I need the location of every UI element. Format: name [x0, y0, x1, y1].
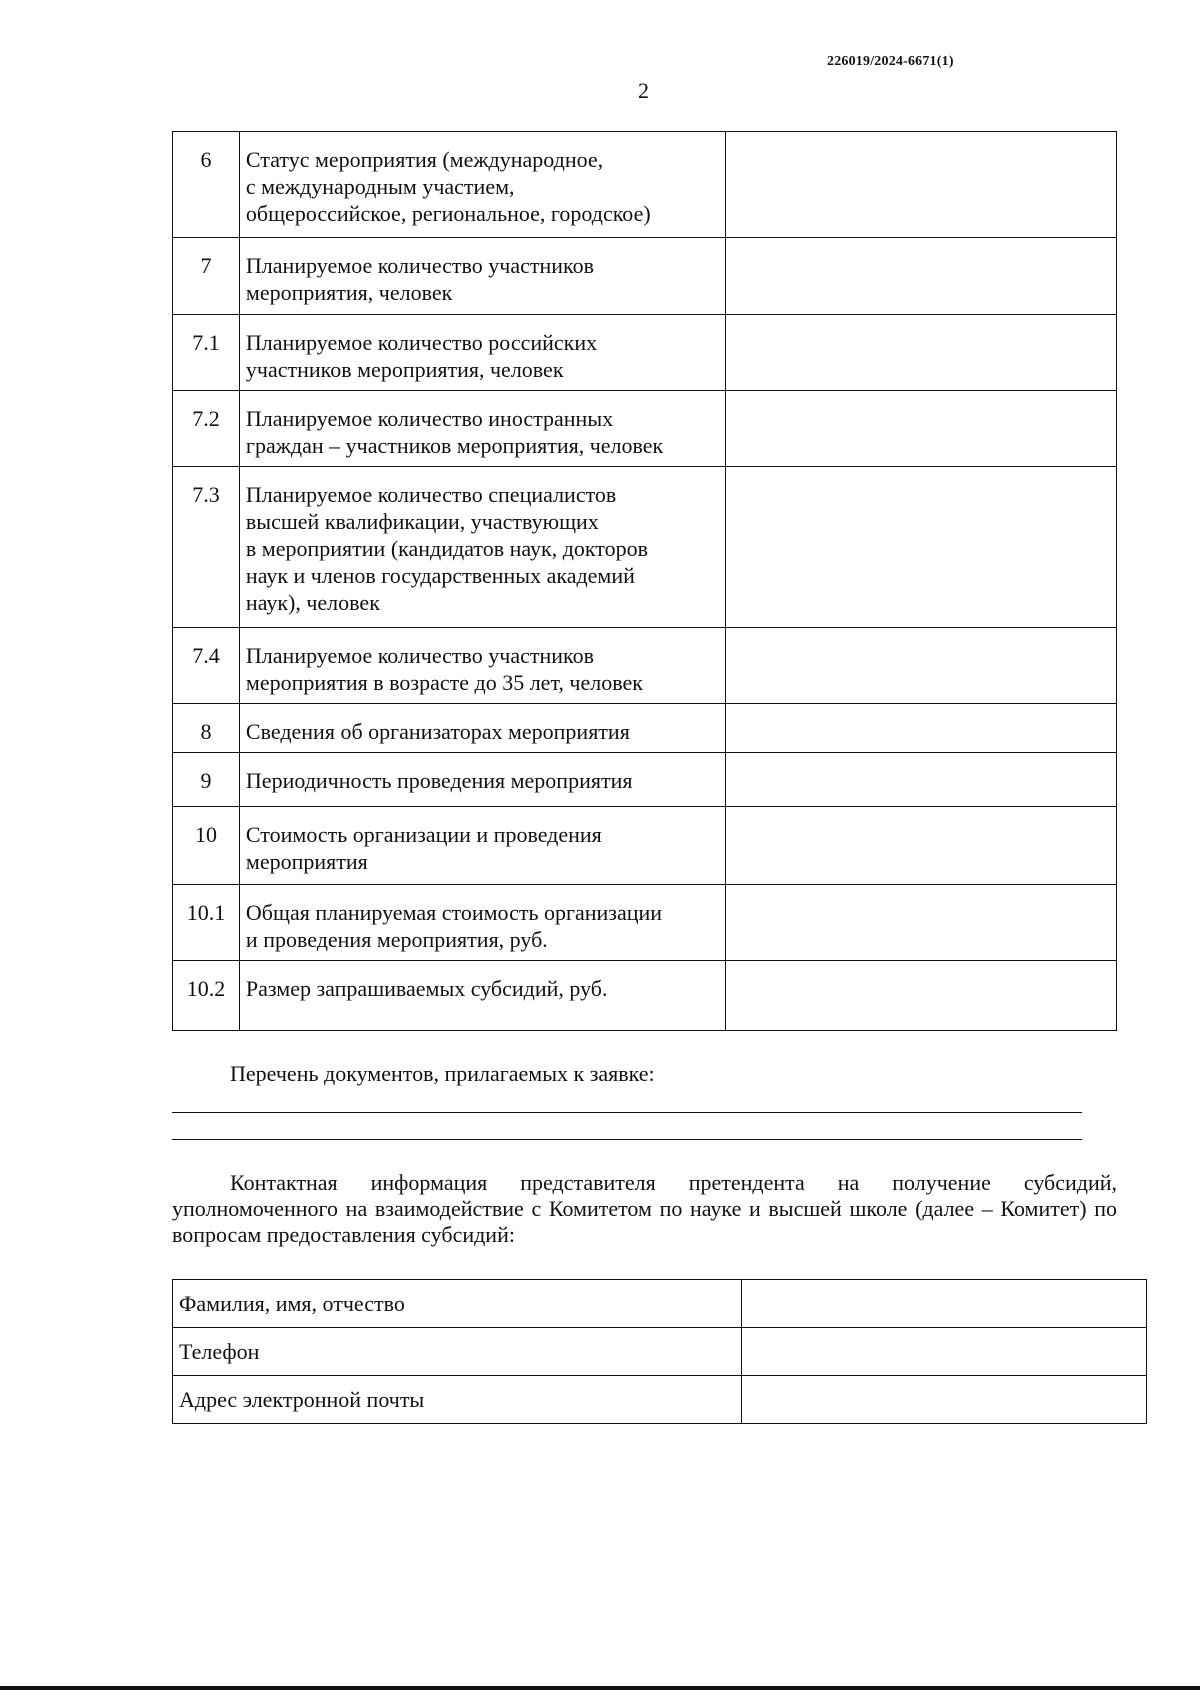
row-number: 10.1 [173, 885, 240, 961]
desc-text: Планируемое количество специалистов высшей квалификации, участвующих в мероприятии (кандидатов наук, докторов наук и членов государственных академий наук), человек [245, 482, 649, 615]
table-row [173, 132, 1117, 238]
row-description [239, 753, 725, 807]
documents-list-line-1[interactable] [172, 1112, 1082, 1113]
row-value-field[interactable] [725, 885, 1116, 961]
table-row [173, 1328, 1147, 1376]
application-info-table [172, 131, 1117, 1031]
contact-value-phone[interactable] [742, 1328, 1147, 1376]
row-number: 7.4 [173, 628, 240, 704]
row-description [239, 132, 725, 238]
row-value-field[interactable] [725, 132, 1116, 238]
desc-text: Планируемое количество иностранных граждан – участников мероприятия, человек [245, 406, 664, 458]
row-description [239, 315, 725, 391]
row-value-field[interactable] [725, 753, 1116, 807]
row-value-field[interactable] [725, 961, 1116, 1031]
row-description [239, 628, 725, 704]
row-number: 7.2 [173, 391, 240, 467]
contact-label-phone: Телефон [173, 1328, 742, 1376]
row-value-field[interactable] [725, 628, 1116, 704]
row-number: 8 [173, 704, 240, 753]
table-row [173, 753, 1117, 807]
document-registration-number: 226019/2024-6671(1) [827, 54, 954, 69]
contact-value-full-name[interactable] [742, 1280, 1147, 1328]
row-description [239, 885, 725, 961]
row-value-field[interactable] [725, 238, 1116, 315]
desc-text: Планируемое количество участников мероприятия в возрасте до 35 лет, человек [245, 643, 643, 695]
row-description [239, 238, 725, 315]
row-description [239, 467, 725, 628]
table-row [173, 1280, 1147, 1328]
row-number: 10.2 [173, 961, 240, 1031]
contact-label-full-name: Фамилия, имя, отчество [173, 1280, 742, 1328]
row-number: 7 [173, 238, 240, 315]
desc-text: Статус мероприятия (международное, с международным участием, общероссийское, региональное, городское) [245, 147, 651, 226]
desc-text: Планируемое количество участников мероприятия, человек [245, 253, 594, 305]
table-row [173, 467, 1117, 628]
desc-text: Общая планируемая стоимость организации и проведения мероприятия, руб. [245, 900, 663, 952]
table-row [173, 628, 1117, 704]
desc-text: Стоимость организации и проведения мероприятия [245, 822, 602, 874]
contact-paragraph-text: Контактная информация представителя претендента на получение субсидий, уполномоченного на взаимодействие с Комитетом по науке и высшей школе (далее – Комитет) по вопросам предоставления субсидий: [172, 1170, 1117, 1247]
table-row [173, 1376, 1147, 1424]
page-number: 2 [638, 78, 649, 103]
table-row [173, 391, 1117, 467]
row-description [239, 704, 725, 753]
row-number: 7.1 [173, 315, 240, 391]
desc-text: Периодичность проведения мероприятия [245, 768, 633, 793]
row-description [239, 961, 725, 1031]
contact-info-paragraph [172, 1170, 1117, 1248]
table-row [173, 961, 1117, 1031]
row-value-field[interactable] [725, 315, 1116, 391]
contact-info-table [172, 1279, 1147, 1424]
contact-label-email: Адрес электронной почты [173, 1376, 742, 1424]
table-row [173, 807, 1117, 885]
desc-text: Планируемое количество российских участников мероприятия, человек [245, 330, 598, 382]
desc-text: Сведения об организаторах мероприятия [245, 719, 630, 744]
row-description [239, 807, 725, 885]
contact-value-email[interactable] [742, 1376, 1147, 1424]
documents-list-label: Перечень документов, прилагаемых к заявке: [230, 1061, 655, 1086]
row-number: 7.3 [173, 467, 240, 628]
table-row [173, 885, 1117, 961]
row-value-field[interactable] [725, 391, 1116, 467]
row-number: 9 [173, 753, 240, 807]
row-number: 6 [173, 132, 240, 238]
desc-text: Размер запрашиваемых субсидий, руб. [245, 976, 608, 1001]
row-description [239, 391, 725, 467]
row-value-field[interactable] [725, 704, 1116, 753]
table-row [173, 704, 1117, 753]
row-value-field[interactable] [725, 807, 1116, 885]
row-number: 10 [173, 807, 240, 885]
table-row [173, 238, 1117, 315]
scan-edge-bar [0, 1686, 1200, 1690]
table-row [173, 315, 1117, 391]
row-value-field[interactable] [725, 467, 1116, 628]
documents-list-line-2[interactable] [172, 1139, 1082, 1140]
